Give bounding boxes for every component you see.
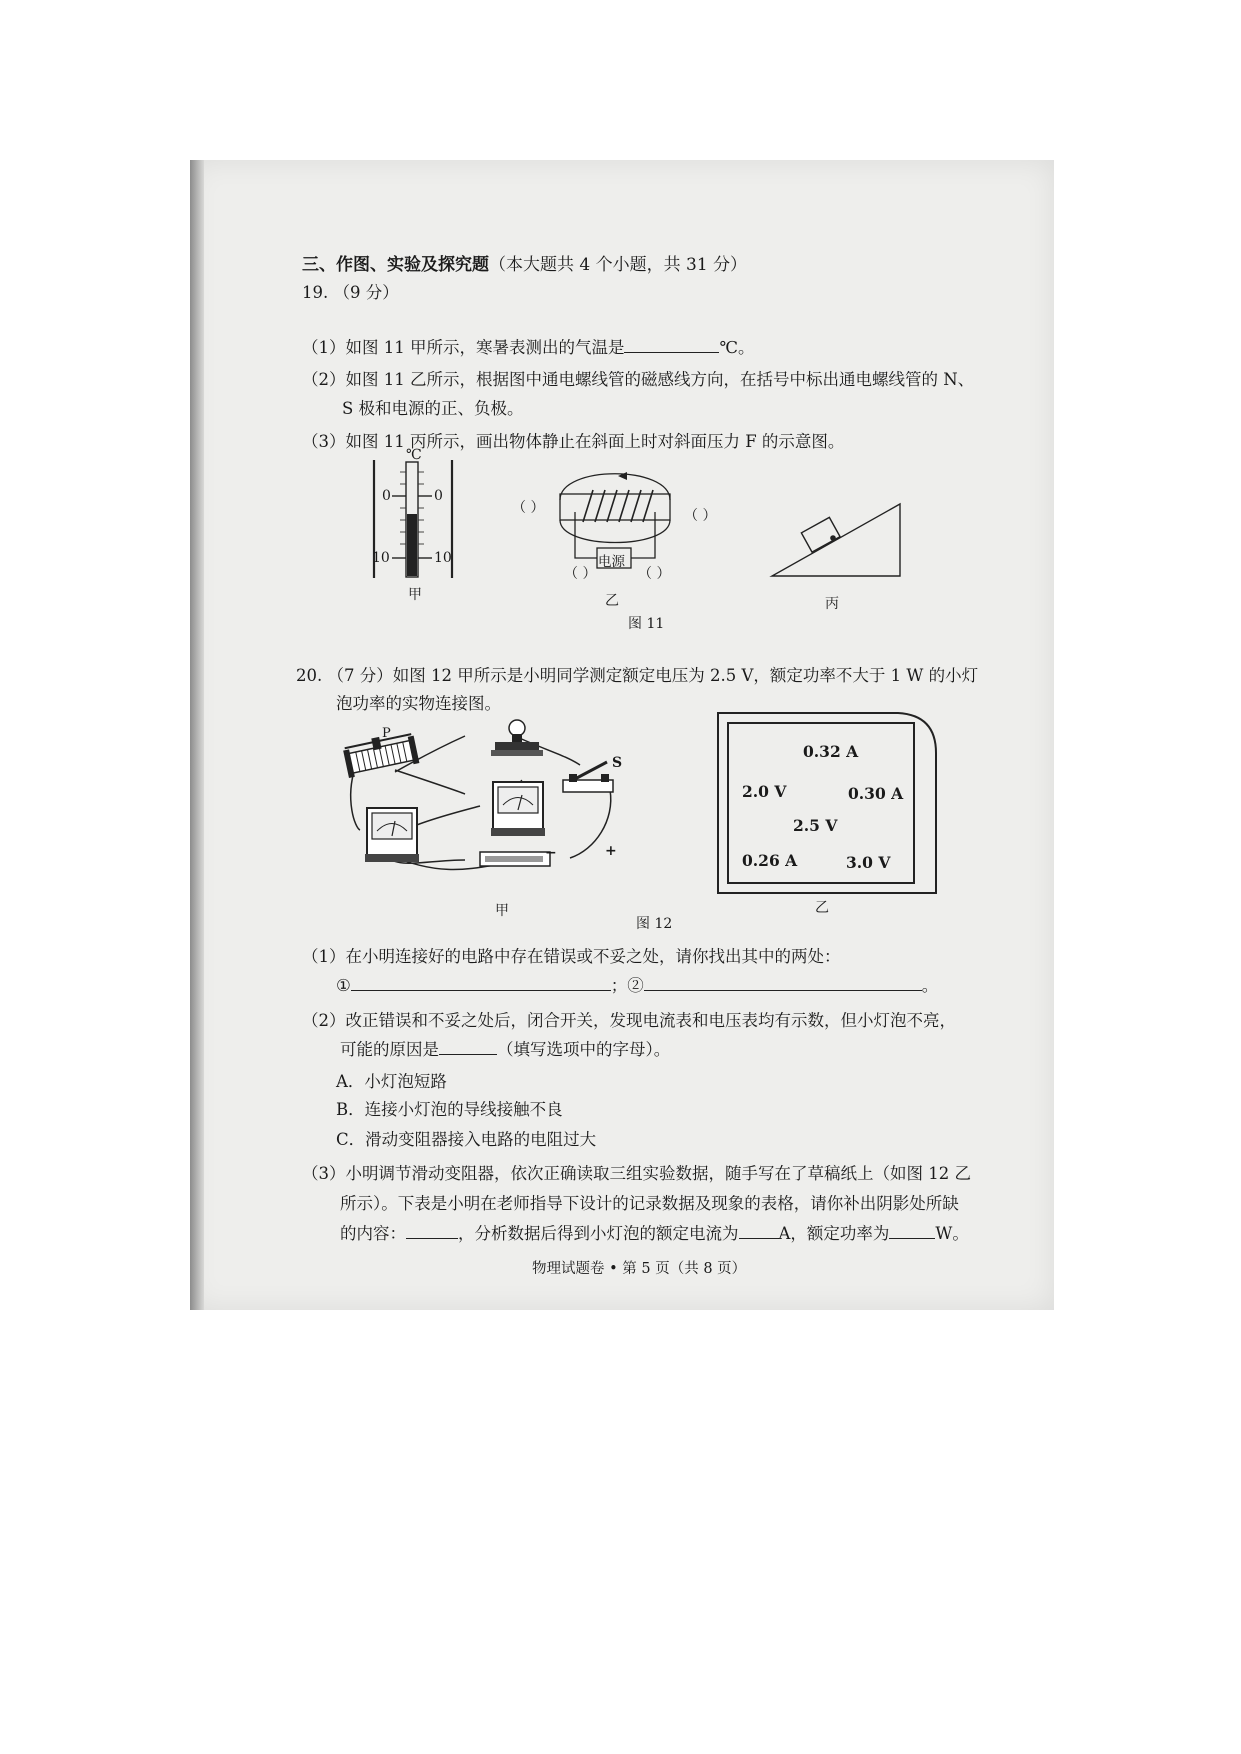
table-content-blank[interactable] xyxy=(406,1224,458,1239)
thermometer-tick-label: 0 xyxy=(434,488,443,504)
q20-part3-line1: （3）小明调节滑动变阻器，依次正确读取三组实验数据，随手写在了草稿纸上（如图 12 乙 xyxy=(302,1164,971,1183)
q20-part2-line2 xyxy=(340,1036,670,1060)
battery-negative-label: − xyxy=(545,845,557,861)
thermometer-tick-label: 10 xyxy=(434,550,452,566)
fig11-caption: 图 11 xyxy=(628,616,665,632)
answer-marker-2: ；② xyxy=(610,976,644,995)
power-right-terminal-bracket[interactable]: （ ） xyxy=(638,566,671,582)
fig11-label-jia: 甲 xyxy=(408,587,422,603)
q20-part2-line1: （2）改正错误和不妥之处后，闭合开关，发现电流表和电压表均有示数，但小灯泡不亮， xyxy=(302,1011,956,1030)
fig11-label-yi: 乙 xyxy=(605,593,619,609)
q19-part3: （3）如图 11 丙所示，画出物体静止在斜面上时对斜面压力 F 的示意图。 xyxy=(302,432,845,451)
section-title: 三、作图、实验及探究题 xyxy=(302,255,489,275)
q20-number: 20. xyxy=(296,666,323,685)
draft-value: 2.5 V xyxy=(793,816,838,835)
q19-header xyxy=(302,279,399,303)
error-answer-blank-2[interactable] xyxy=(644,976,922,991)
q20-part3-line2: 所示）。下表是小明在老师指导下设计的记录数据及现象的表格，请你补出阴影处所缺 xyxy=(340,1194,959,1213)
option-a: A．小灯泡短路 xyxy=(336,1072,447,1091)
temperature-answer-blank[interactable] xyxy=(624,338,719,353)
q20-part3-unit: W。 xyxy=(935,1224,969,1243)
thermometer-figure xyxy=(370,450,460,595)
q20-part3-prompt: 的内容： xyxy=(340,1224,406,1243)
q20-part2-instruction: （填写选项中的字母）。 xyxy=(497,1040,671,1059)
q19-part1-text: （1）如图 11 甲所示，寒暑表测出的气温是 xyxy=(302,338,625,357)
solenoid-right-pole-bracket[interactable]: （ ） xyxy=(684,508,717,524)
fig12-label-yi: 乙 xyxy=(815,900,829,916)
q20-intro-line2: 泡功率的实物连接图。 xyxy=(336,694,501,713)
q20-part2-prompt: 可能的原因是 xyxy=(340,1040,439,1059)
q19-part2-line1: （2）如图 11 乙所示，根据图中通电螺线管的磁感线方向，在括号中标出通电螺线管的 N、 xyxy=(302,370,975,389)
q19-score: （9 分） xyxy=(333,283,399,302)
incline-figure xyxy=(770,500,910,590)
q20-part3-power-text: A，额定功率为 xyxy=(778,1224,890,1243)
q20-part3-line3 xyxy=(340,1220,969,1244)
option-b: B．连接小灯泡的导线接触不良 xyxy=(336,1100,563,1119)
option-c: C．滑动变阻器接入电路的电阻过大 xyxy=(336,1130,597,1149)
q20-part1: （1）在小明连接好的电路中存在错误或不妥之处，请你找出其中的两处： xyxy=(302,947,841,966)
draft-value: 0.32 A xyxy=(803,742,859,761)
fig12-caption: 图 12 xyxy=(636,916,673,932)
thermometer-tick-label: 0 xyxy=(382,488,391,504)
section-note: （本大题共 4 个小题，共 31 分） xyxy=(489,255,748,275)
power-source-label: 电源 xyxy=(598,554,625,570)
answer-marker-1: ① xyxy=(336,976,351,995)
fig12-label-jia: 甲 xyxy=(495,903,509,919)
page-footer: 物理试题卷 • 第 5 页（共 8 页） xyxy=(532,1261,747,1277)
q19-part1 xyxy=(302,334,754,358)
circuit-figure xyxy=(345,710,675,890)
draft-value: 0.26 A xyxy=(742,851,798,870)
rated-power-blank[interactable] xyxy=(889,1224,935,1239)
fig11-label-bing: 丙 xyxy=(825,596,839,612)
q19-part2-line2: S 极和电源的正、负极。 xyxy=(342,399,524,418)
q20-intro-line1 xyxy=(296,662,978,686)
answer-end: 。 xyxy=(921,976,939,995)
rated-current-blank[interactable] xyxy=(739,1224,779,1239)
paper-edge-shadow xyxy=(190,160,204,1310)
draft-value: 0.30 A xyxy=(848,784,904,803)
power-left-terminal-bracket[interactable]: （ ） xyxy=(564,566,597,582)
q20-intro-text: （7 分）如图 12 甲所示是小明同学测定额定电压为 2.5 V，额定功率不大于 1 W 的小灯 xyxy=(327,666,979,685)
section-heading xyxy=(302,250,747,275)
thermometer-tick-label: 10 xyxy=(372,550,390,566)
draft-value: 3.0 V xyxy=(846,853,891,872)
cause-answer-blank[interactable] xyxy=(439,1040,497,1055)
thermometer-unit: ℃ xyxy=(406,447,422,463)
q20-part3-current-text: ，分析数据后得到小灯泡的额定电流为 xyxy=(458,1224,739,1243)
q19-part1-unit: ℃。 xyxy=(719,338,755,357)
q20-part1-answers xyxy=(336,972,938,996)
rheostat-slider-label: P xyxy=(382,726,391,741)
solenoid-left-pole-bracket[interactable]: （ ） xyxy=(512,500,545,516)
q19-number: 19. xyxy=(302,283,329,302)
switch-label: S xyxy=(612,755,623,771)
draft-value: 2.0 V xyxy=(742,782,787,801)
error-answer-blank-1[interactable] xyxy=(351,976,611,991)
battery-positive-label: + xyxy=(605,843,617,859)
